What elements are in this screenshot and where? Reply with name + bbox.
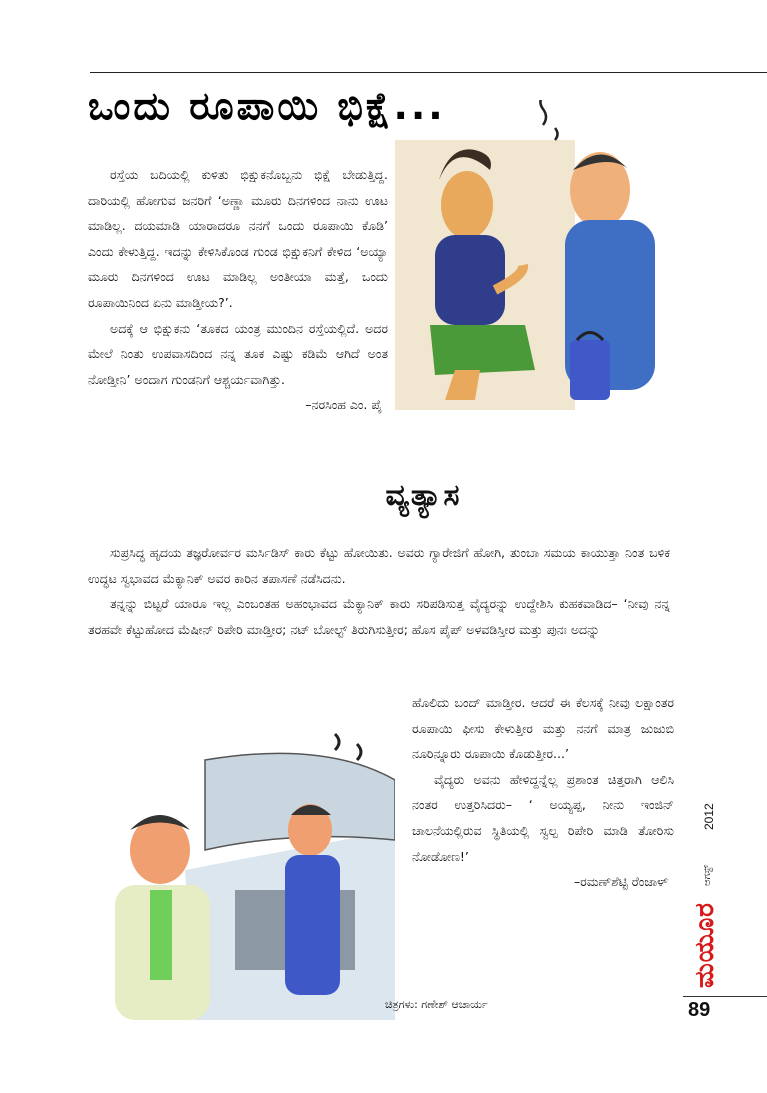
story1-body [88, 162, 388, 418]
story2-paragraph-2: ತನ್ನನ್ನು ಬಿಟ್ಟರೆ ಯಾರೂ ಇಲ್ಲ ಎಂಬಂತಹ ಅಹಂಭಾವದ ಮೆಕ್ಯಾನಿಕ್ ಕಾರು ಸರಿಪಡಿಸುತ್ತ ವೈದ್ಯರನ್ನು ಉದ್ದೇಶಿಸಿ ಕುಹಕವಾಡಿದ– ‘ನೀವು ನನ್ನ ತರಹವೇ ಕೆಟ್ಟುಹೋದ ಮೆಷೀನ್ ರಿಪೇರಿ ಮಾಡ್ತೀರ; ನಟ್ ಬೋಲ್ಟ್ ತಿರುಗಿಸುತ್ತೀರ; ಹೊಸ ಪೈಪ್ ಅಳವಡಿಸ್ತೀರ ಮತ್ತು ಪುನಃ ಅದನ್ನು [88, 596, 670, 637]
story2-paragraph-1: ಸುಪ್ರಸಿದ್ಧ ಹೃದಯ ತಜ್ಞರೋರ್ವರ ಮರ್ಸಿಡಿಸ್ ಕಾರು ಕೆಟ್ಟು ಹೋಯಿತು. ಅವರು ಗ್ಯಾರೇಜಿಗೆ ಹೋಗಿ, ತುಂಬಾ ಸಮಯ ಕಾಯುತ್ತಾ ನಿಂತ ಬಳಿಕ ಉದ್ಧಟ ಸ್ವಭಾವದ ಮೆಕ್ಯಾನಿಕ್ ಅವರ ಕಾರಿನ ತಪಾಸಣೆ ನಡೆಸಿದನು. [88, 545, 670, 586]
story2-body-right [412, 690, 674, 895]
bottom-rule [683, 996, 767, 997]
magazine-month: ಆಗಸ್ಟ್ [702, 864, 713, 886]
illustration-credit: ಚಿತ್ರಗಳು: ಗಣೇಶ್ ಆಚಾರ್ಯ [385, 998, 488, 1011]
story1-paragraph-2: ಅದಕ್ಕೆ ಆ ಭಿಕ್ಷುಕನು ‘ತೂಕದ ಯಂತ್ರ ಮುಂದಿನ ರಸ್ತೆಯಲ್ಲಿದೆ. ಅದರ ಮೇಲೆ ನಿಂತು ಉಪವಾಸದಿಂದ ನನ್ನ ತೂಕ ಎಷ್ಟು ಕಡಿಮೆ ಆಗಿದೆ ಅಂತ ನೋಡ್ತೀನಿ’ ಅಂದಾಗ ಗುಂಡನಿಗೆ ಆಶ್ಚರ್ಯವಾಗಿತ್ತು. [88, 320, 388, 387]
story2-paragraph-3: ಹೊಲಿದು ಬಂದ್ ಮಾಡ್ತೀರ. ಆದರೆ ಈ ಕೆಲಸಕ್ಕೆ ನೀವು ಲಕ್ಷಾಂತರ ರೂಪಾಯಿ ಫೀಸು ಕೇಳುತ್ತೀರ ಮತ್ತು ನನಗೆ ಮಾತ್ರ ಜುಜುಬಿ ನೂರಿನ್ನೂರು ರೂಪಾಯಿ ಕೊಡುತ್ತೀರ...’ [412, 695, 674, 762]
story1-title: ಒಂದು ರೂಪಾಯಿ ಭಿಕ್ಷೆ... [88, 84, 446, 128]
story1-paragraph-1: ರಸ್ತೆಯ ಬದಿಯಲ್ಲಿ ಕುಳಿತು ಭಿಕ್ಷುಕನೊಬ್ಬನು ಭಿಕ್ಷೆ ಬೇಡುತ್ತಿದ್ದ. ದಾರಿಯಲ್ಲಿ ಹೋಗುವ ಜನರಿಗೆ ‘ಅಣ್ಣಾ ಮೂರು ದಿನಗಳಿಂದ ನಾನು ಊಟ ಮಾಡಿಲ್ಲ. ದಯಮಾಡಿ ಯಾರಾದರೂ ನನಗೆ ಒಂದು ರೂಪಾಯಿ ಕೊಡಿ’ ಎಂದು ಕೇಳುತ್ತಿದ್ದ. ಇದನ್ನು ಕೇಳಿಸಿಕೊಂಡ ಗುಂಡ ಭಿಕ್ಷುಕನಿಗೆ ಕೇಳಿದ ‘ಅಯ್ಯಾ ಮೂರು ದಿನಗಳಿಂದ ಊಟ ಮಾಡಿಲ್ಲ ಅಂತೀಯಾ ಮತ್ತೆ, ಒಂದು ರೂಪಾಯಿನಿಂದ ಏನು ಮಾಡ್ತೀಯ?’. [88, 167, 388, 310]
story2-title-text: ವ್ಯತ್ಯಾಸ [385, 478, 462, 513]
story2-paragraph-4: ವೈದ್ಯರು ಅವನು ಹೇಳಿದ್ದನ್ನೆಲ್ಲ ಪ್ರಶಾಂತ ಚಿತ್ತರಾಗಿ ಆಲಿಸಿ ನಂತರ ಉತ್ತರಿಸಿದರು– ‘ ಅಯ್ಯಪ್ಪ, ನೀನು ಇಂಜಿನ್ ಚಾಲನೆಯಲ್ಲಿರುವ ಸ್ಥಿತಿಯಲ್ಲಿ ಸ್ವಲ್ಪ ರಿಪೇರಿ ಮಾಡಿ ತೋರಿಸು ನೋಡೋಣ!’ [412, 771, 674, 864]
story2-body [88, 540, 670, 642]
mechanic-illustration [95, 720, 395, 1020]
story2-author: –ರಮಣ್‌ಶೆಟ್ಟಿ ರೆಂಜಾಳ್ [573, 874, 668, 890]
beggar-illustration [395, 100, 685, 418]
magazine-year: 2012 [702, 803, 716, 830]
story2-title [0, 478, 767, 513]
magazine-name: ಮಯೂರ [690, 902, 720, 988]
story1-author: –ನರಸಿಂಹ ಎಂ. ಪೈ [305, 397, 382, 413]
top-rule [90, 72, 767, 73]
page-number: 89 [688, 999, 711, 1021]
